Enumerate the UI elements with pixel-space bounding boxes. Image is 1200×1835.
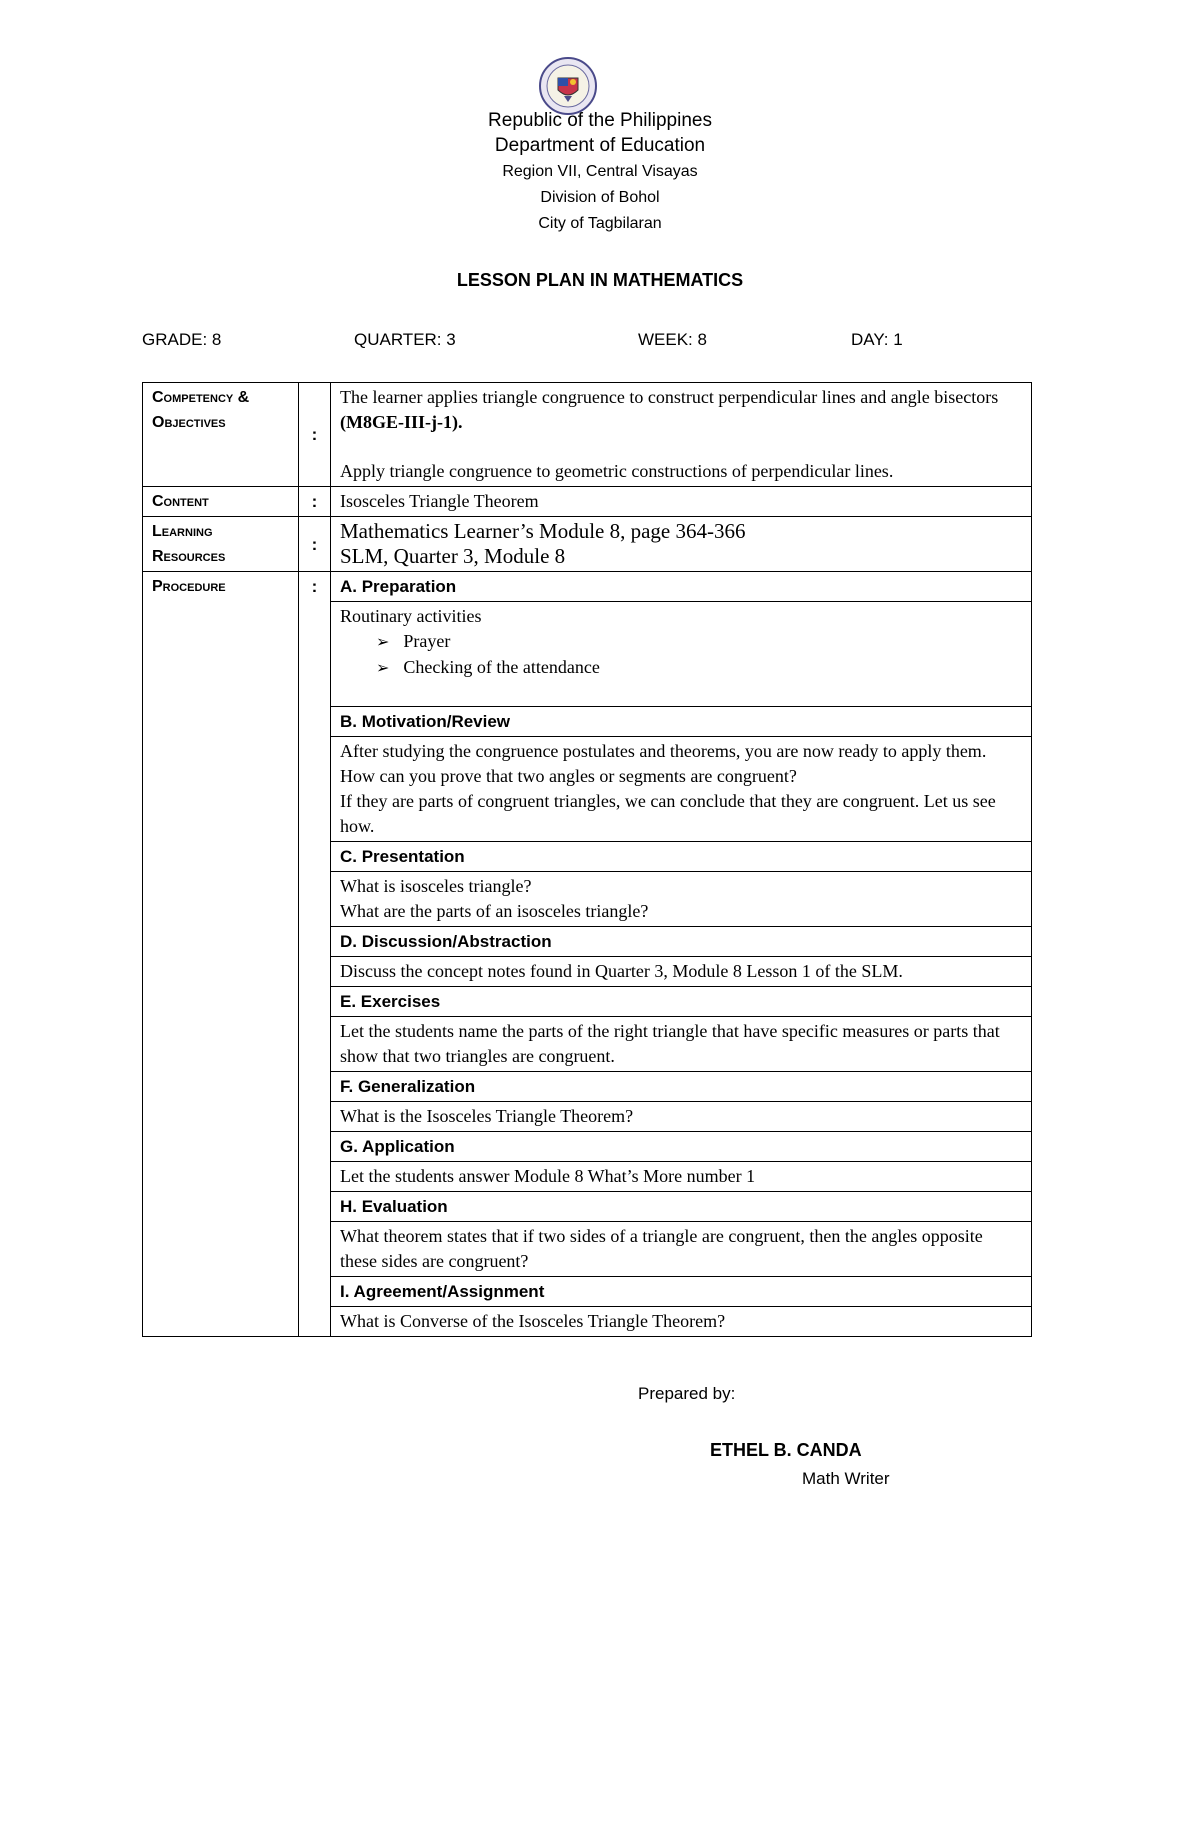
procedure-row [143, 572, 1032, 602]
resources-line-2: SLM, Quarter 3, Module 8 [340, 544, 566, 568]
resources-line-1: Mathematics Learner’s Module 8, page 364-366 [340, 519, 746, 543]
section-body [331, 602, 1032, 707]
week-field: WEEK: 8 [638, 330, 707, 349]
day-field: DAY: 1 [851, 330, 903, 349]
section-paragraph: Discuss the concept notes found in Quarter 3, Module 8 Lesson 1 of the SLM. [331, 957, 1032, 987]
city-line: City of Tagbilaran [538, 215, 662, 232]
author-role: Math Writer [802, 1469, 890, 1488]
content-label: Content [143, 487, 299, 517]
list-item: ➢ Prayer [376, 629, 1022, 655]
region-line: Region VII, Central Visayas [502, 163, 698, 180]
resources-cell [331, 517, 1032, 572]
section-paragraph: Let the students answer Module 8 What’s More number 1 [331, 1162, 1032, 1192]
deped-seal-icon [538, 56, 598, 116]
section-heading: E. Exercises [331, 987, 1032, 1017]
author-name: ETHEL B. CANDA [710, 1440, 862, 1460]
section-heading: F. Generalization [331, 1072, 1032, 1102]
colon: : [299, 572, 331, 1337]
section-heading: H. Evaluation [331, 1192, 1032, 1222]
lesson-plan-table [142, 382, 1032, 1337]
section-paragraph: How can you prove that two angles or segments are congruent? [340, 766, 797, 786]
competency-text: The learner applies triangle congruence to construct perpendicular lines and angle bisectors [340, 387, 999, 407]
page-title: LESSON PLAN IN MATHEMATICS [456, 270, 744, 290]
section-paragraph: What is isosceles triangle? [340, 876, 532, 896]
preparation-list [340, 629, 1022, 681]
section-heading: B. Motivation/Review [331, 707, 1032, 737]
republic-line: Republic of the Philippines [488, 110, 712, 131]
division-line: Division of Bohol [540, 189, 660, 206]
grade-field: GRADE: 8 [142, 330, 222, 349]
quarter-field: QUARTER: 3 [354, 330, 456, 349]
content-text: Isosceles Triangle Theorem [331, 487, 1032, 517]
section-body [331, 737, 1032, 842]
section-heading: D. Discussion/Abstraction [331, 927, 1032, 957]
section-heading: A. Preparation [331, 572, 1032, 602]
section-paragraph: What are the parts of an isosceles triangle? [340, 901, 649, 921]
section-paragraph: What theorem states that if two sides of a triangle are congruent, then the angles opposite these sides are congruent? [331, 1222, 1032, 1277]
competency-label: Competency & Objectives [143, 383, 299, 487]
section-heading: I. Agreement/Assignment [331, 1277, 1032, 1307]
procedure-label: Procedure [143, 572, 299, 1337]
section-heading: G. Application [331, 1132, 1032, 1162]
competency-cell [331, 383, 1032, 487]
colon: : [299, 383, 331, 487]
resources-row [143, 517, 1032, 572]
section-paragraph: What is Converse of the Isosceles Triangle Theorem? [331, 1307, 1032, 1337]
content-row [143, 487, 1032, 517]
prepared-by-label: Prepared by: [638, 1384, 736, 1403]
department-line: Department of Education [494, 135, 706, 156]
section-paragraph: Let the students name the parts of the right triangle that have specific measures or parts that show that two triangles are congruent. [331, 1017, 1032, 1072]
section-heading: C. Presentation [331, 842, 1032, 872]
section-paragraph: After studying the congruence postulates and theorems, you are now ready to apply them. [340, 741, 987, 761]
preparation-intro: Routinary activities [340, 606, 482, 626]
list-item: ➢ Checking of the attendance [376, 655, 1022, 681]
section-paragraph: What is the Isosceles Triangle Theorem? [331, 1102, 1032, 1132]
competency-code: (M8GE-III-j-1). [340, 412, 463, 432]
competency-objective: Apply triangle congruence to geometric constructions of perpendicular lines. [340, 461, 894, 481]
section-body [331, 872, 1032, 927]
section-paragraph: If they are parts of congruent triangles, we can conclude that they are congruent. Let us see how. [340, 791, 996, 836]
colon: : [299, 487, 331, 517]
competency-row [143, 383, 1032, 487]
resources-label: Learning Resources [143, 517, 299, 572]
colon: : [299, 517, 331, 572]
